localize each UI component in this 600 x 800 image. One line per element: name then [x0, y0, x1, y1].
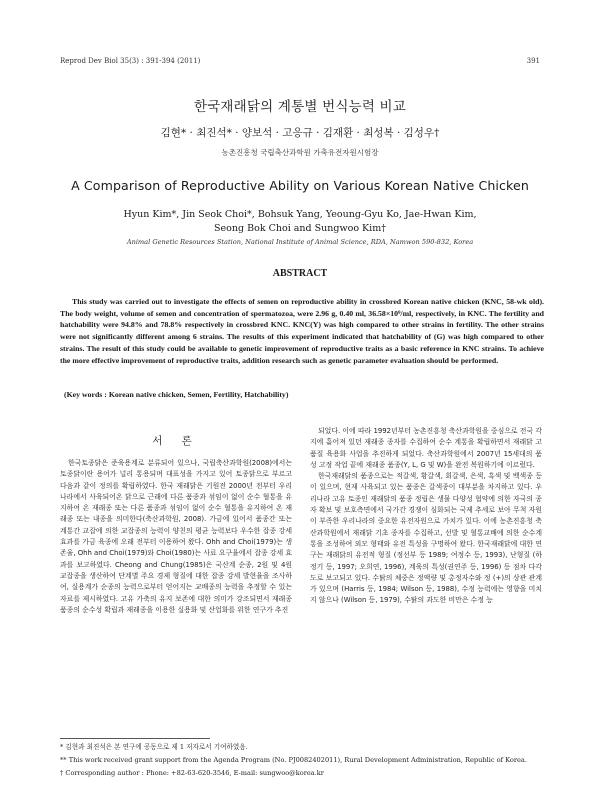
- english-affiliation: Animal Genetic Resources Station, National Institute of Animal Science, RDA, Namwon 590-832, Korea: [126, 238, 474, 246]
- footnote-cofirst-author: * 김현과 최진석은 본 연구에 공동으로 제 1 저자로서 기여하였음.: [60, 743, 248, 751]
- footnote-grant: ** This work received grant support from the Agenda Program (No. PJ0082402011), Rural Development Administration, Republic of Korea.: [60, 756, 527, 764]
- right-paragraph-2: 한국재래닭의 품종으로는 적갈색, 황갈색, 회갈색, 은색, 흑색 및 백색종 등이 있으며, 현재 사육되고 있는 품종은 갈색종이 대부분을 차지하고 있다. 우리나라 고유 토종인 재래닭의 품종 정립은 생물 다양성 협약에 의한 자국의 종자 확보 및 보호측면에서 국가간 경쟁이 심화되는 국제 추세로 보아 무척 자원이 부족한 우리나라의 중요한 유전자원으로 가치가 있다. 이에 농촌진흥청 축산과학원에서 재래닭 기초 종자를 수집하고, 선발 및 혈통교배에 의한 순수계통을 조성하여 외모 형태와 유전 특성을 구명하여 왔다. 한국재래닭에 대한 연구는 재래닭의 유전적 형질 (정선부 등 1989; 여정수 등, 1993), 난형질 (하정기 등, 1997; 오희연, 1996), 계육의 특성(권연주 등, 1996) 등 점차 다각도로 보고되고 있다. 수탉의 체중은 정액량 및 총정자수와 정 (+)의 상관 관계가 있으며 (Harris 등, 1984; Wilson 등, 1988), 수정 능력에는 영향을 미치지 않으나 (Wilson 등, 1979), 수탉의 과도한 비만은 수정 능: [310, 472, 542, 605]
- footnotes: [60, 741, 550, 780]
- right-paragraph-1: 되었다. 이에 따라 1992년부터 농촌진흥청 축산과학원을 중심으로 전국 각지에 흩어져 있던 재래종 종자를 수집하여 순수 계통을 확립하면서 재래닭 고품질 육용화 사업을 추진하게 되었다. 축산과학원에서 2007년 15세대의 품성 고정 작업 끝에 재래종 품종(Y, L, G 및 W)을 완전 복원하기에 이르렀다.: [310, 427, 542, 469]
- korean-authors: 김현* · 최진석* · 양보석 · 고응규 · 김재환 · 최성복 · 김성우†: [160, 127, 440, 139]
- left-text-column: [60, 458, 292, 758]
- left-paragraph-1: 한국토종닭은 준육용계로 분류되어 있으나, 국립축산과학원(2008)에서는 토종닭이란 용어가 널리 통용되며 대표성을 가지고 있어 토종닭으로 부르고 다음과 같이 정의를 확립하였다. 한국 재래닭은 기원전 2000년 전부터 우리나라에서 사육되어온 닭으로 근래에 다른 품종과 섞임이 없이 순수 혈통을 유지하여 온 재래종 또는 다른 품종과 섞임이 없이 순수 혈통을 유지하여 온 재래종 또는 내종을 의미한다(축산과학원, 2008). 가금에 있어서 품종간 또는 계통간 교잡에 의한 교잡종의 능력이 양친의 평균 능력보다 우수한 잡종 강세 효과를 가금 육종에 오래 전부터 이용하여 왔다. Ohh and Choi(1979)는 생존율, Ohh and Choi(1979)와 Choi(1980)는 사료 요구율에서 잡종 강세 효과를 보고하였다. Cheong and Chung(1985)은 국산계 순종, 2원 및 4원 교잡종을 생산하여 단계별 주요 경제 형질에 대한 잡종 강세 발현율을 조사하여, 실용계가 순종의 능력으로부터 얻어지는 교배종의 능력을 추정할 수 있는 자료를 제시하였다. 고유 가축의 유지 보존에 대한 의미가 강조되면서 재래종 품종의 순수성 확립과 재래종을 이용한 실용화 및 산업화를 위한 연구가 추진: [60, 459, 292, 614]
- journal-citation: Reprod Dev Biol 35(3) : 391-394 (2011): [60, 57, 201, 65]
- right-text-column: [310, 426, 542, 766]
- abstract-heading: ABSTRACT: [272, 268, 328, 279]
- english-authors-line-2: Seong Bok Choi and Sungwoo Kim†: [214, 223, 386, 234]
- korean-title: 한국재래닭의 계통별 번식능력 비교: [193, 99, 407, 115]
- running-head: [60, 57, 540, 69]
- page-number: 391: [526, 57, 540, 65]
- keywords: (Key words : Korean native chicken, Semen, Fertility, Hatchability): [64, 390, 289, 399]
- english-authors-line-1: Hyun Kim*, Jin Seok Choi*, Bohsuk Yang, Yeoung-Gyu Ko, Jae-Hwan Kim,: [123, 209, 477, 220]
- english-authors: [60, 208, 540, 236]
- korean-affiliation: 농촌진흥청 국립축산과학원 가축유전자원시험장: [221, 148, 379, 157]
- footnote-divider: [60, 738, 210, 739]
- section-heading-introduction: 서 론: [152, 435, 200, 447]
- abstract-body: This study was carried out to investigate the effects of semen on reproductive ability in crossbred Korean native chicken (KNC, 58-wk old). The body weight, volume of semen and concentration of spermatozoa, were 2.96 g, 0.40 ml, 36.58×10⁹/ml, respectively, in KNC. The fertility and hatchability were 94.8% and 78.8% respectively in crossbred KNC. KNC(Y) was high compared to other strains in fertility. The other strains were not significantly different among 6 strains. The results of this experiment indicated that hatchability of (G) was high compared to other strains. The result of this study could be available to genetic improvement of reproductive traits as a basic reference in KNC strains. To achieve the more effective improvement of reproductive traits, addition research such as genetic parameter evaluation should be performed.: [60, 297, 544, 365]
- footnote-corresponding-author: † Corresponding author : Phone: +82-63-620-3546, E-mail: sungwoo@korea.kr: [60, 769, 324, 777]
- english-title: A Comparison of Reproductive Ability on Various Korean Native Chicken: [71, 178, 529, 193]
